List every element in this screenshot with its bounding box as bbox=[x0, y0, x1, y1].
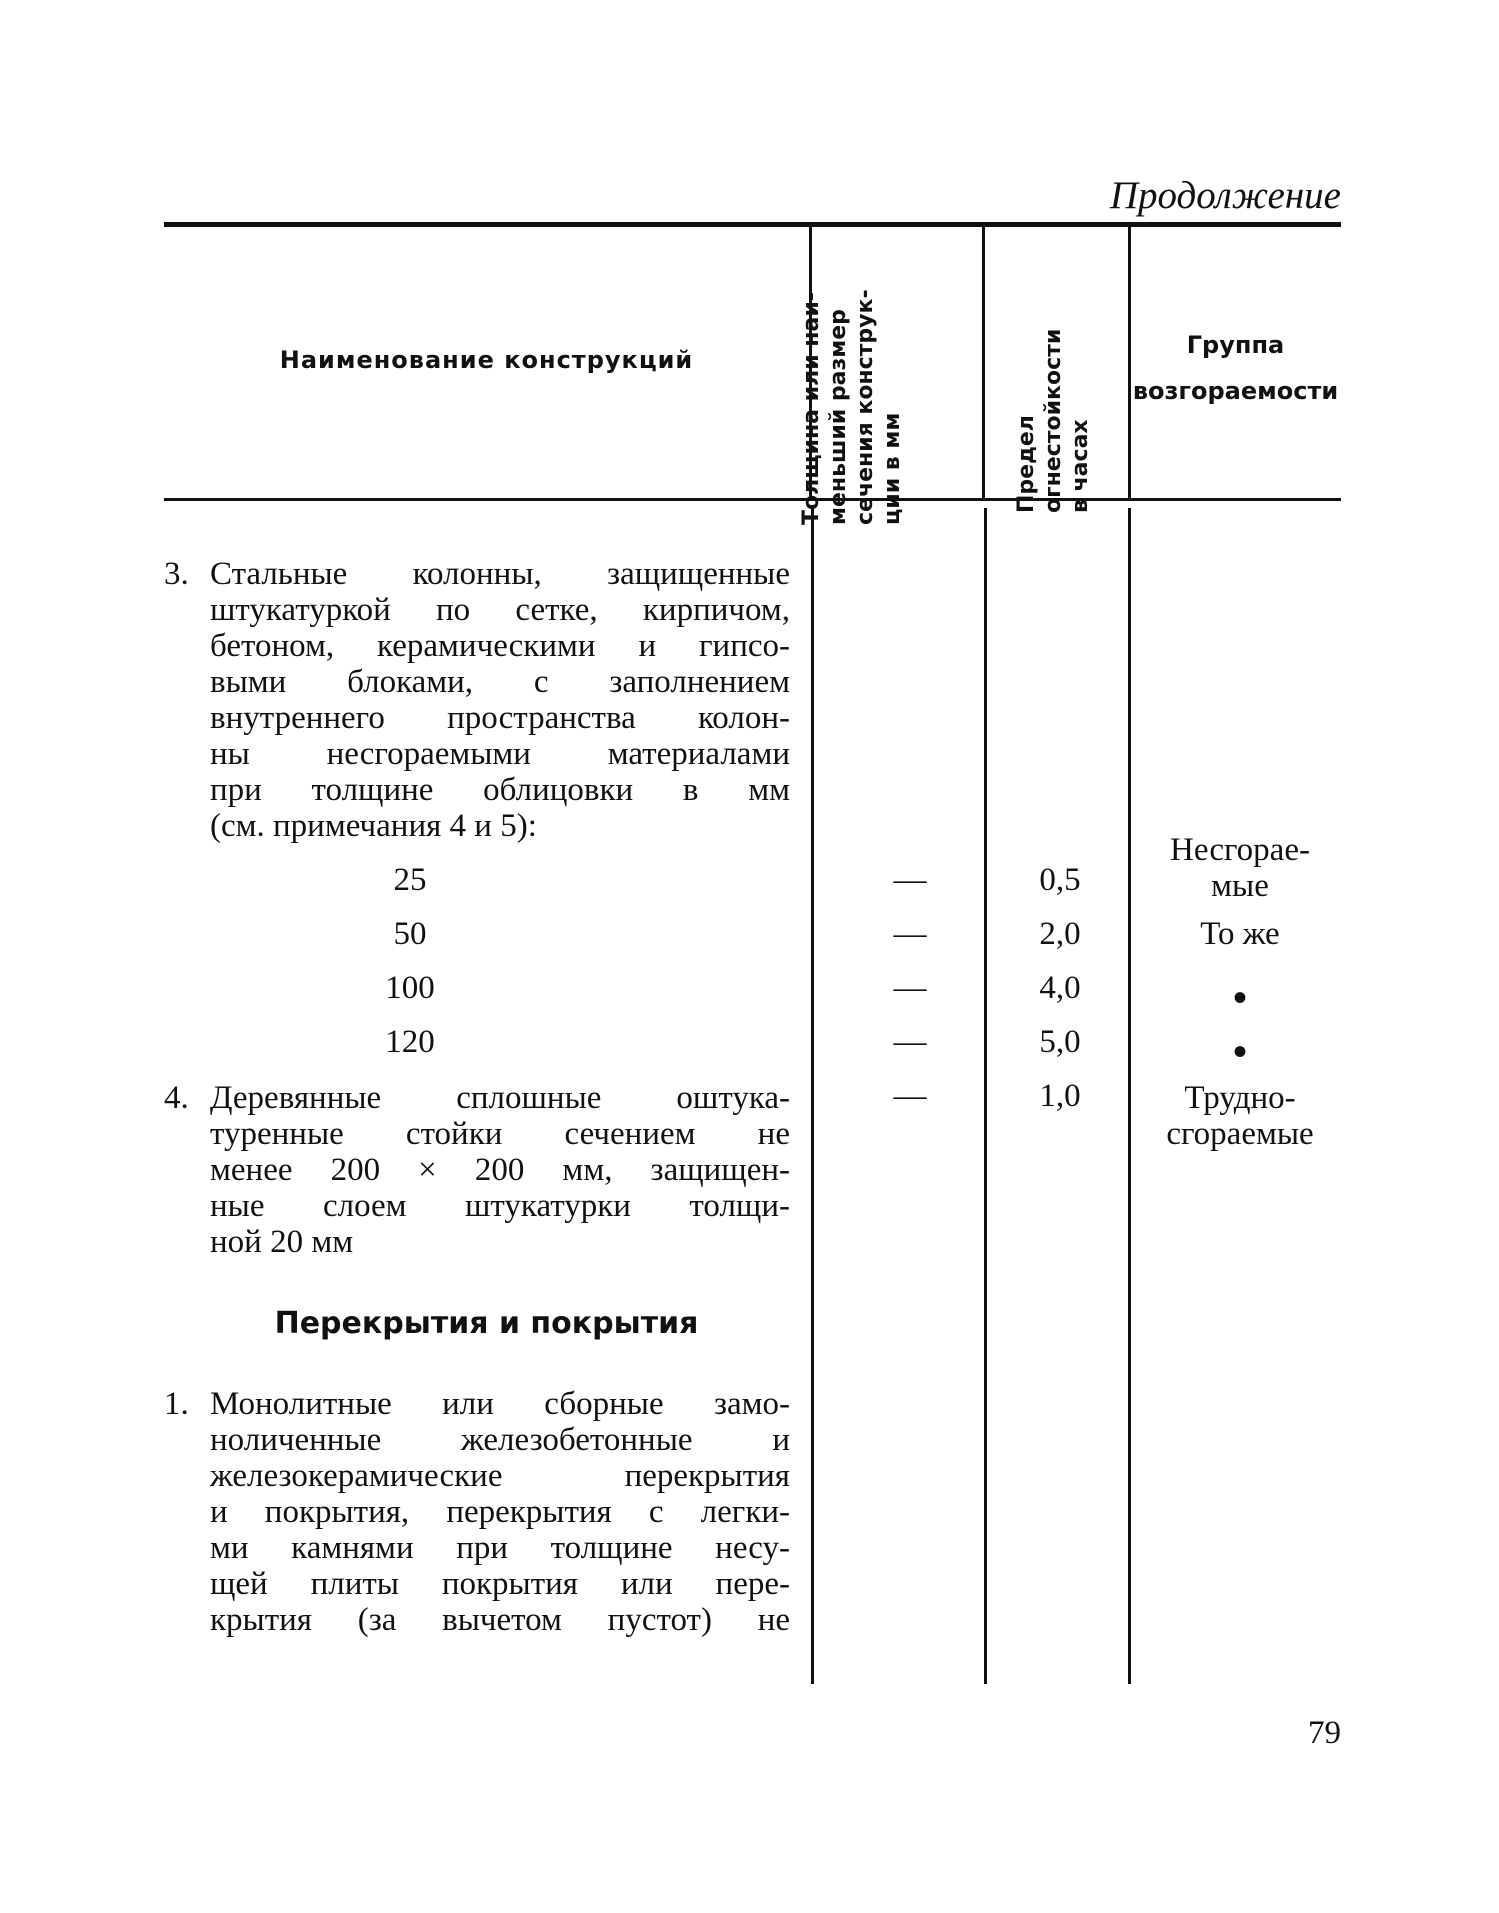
thickness-50: 50 bbox=[393, 916, 427, 952]
item-3-line-3: бетоном, керамическими и гипсо- bbox=[210, 628, 790, 664]
dash-item-4: — bbox=[893, 1078, 927, 1114]
dash-row-2: — bbox=[893, 916, 927, 952]
item-4-line-2: туренные стойки сечением не bbox=[210, 1116, 790, 1152]
item-3-line-6: ны несгораемыми материалами bbox=[210, 736, 790, 772]
item-3-line-5: внутреннего пространства колон- bbox=[210, 700, 790, 736]
thickness-25: 25 bbox=[393, 862, 427, 898]
table-header-rule bbox=[164, 498, 1341, 501]
item-3-line-8: (см. примечания 4 и 5): bbox=[210, 808, 537, 844]
item-3-line-1: Стальные колонны, защищенные bbox=[210, 556, 790, 592]
item-4-description bbox=[210, 1080, 790, 1260]
header-thickness-line-3: сечения конструк- bbox=[853, 289, 878, 525]
thickness-120: 120 bbox=[385, 1024, 435, 1060]
fire-limit-row-4: 5,0 bbox=[1039, 1024, 1081, 1060]
section-item-1-line-5: ми камнями при толщине несу- bbox=[210, 1530, 790, 1566]
group-row-1-line-2: мые bbox=[1211, 868, 1269, 904]
section-item-number-1: 1. bbox=[164, 1386, 189, 1422]
header-group-line-1: Группа bbox=[1186, 331, 1285, 359]
header-thickness-line-1: Толщина или наи- bbox=[799, 292, 824, 525]
item-4-line-3: менее 200 × 200 мм, защищен- bbox=[210, 1152, 790, 1188]
header-thickness-line-4: ции в мм bbox=[880, 412, 905, 525]
page-number: 79 bbox=[1308, 1715, 1341, 1751]
item-number-4: 4. bbox=[164, 1080, 189, 1116]
item-3-description bbox=[210, 556, 790, 844]
group-row-2: То же bbox=[1200, 916, 1280, 952]
column-divider-3 bbox=[1128, 508, 1131, 1684]
column-divider-1 bbox=[811, 508, 814, 1684]
header-thickness bbox=[798, 265, 906, 525]
fire-limit-row-3: 4,0 bbox=[1039, 970, 1081, 1006]
header-group-line-2: возгораемости bbox=[1132, 377, 1339, 405]
section-item-1-line-3: железокерамические перекрытия bbox=[210, 1458, 790, 1494]
section-item-1-line-4: и покрытия, перекрытия с легки- bbox=[210, 1494, 790, 1530]
section-item-1-line-6: щей плиты покрытия или пере- bbox=[210, 1566, 790, 1602]
header-fire-limit-line-2: огнестойкости bbox=[1041, 328, 1066, 513]
header-construction-name: Наименование конструкций bbox=[279, 346, 694, 374]
item-number-3: 3. bbox=[164, 556, 189, 592]
dash-row-1: — bbox=[893, 862, 927, 898]
group-row-1-line-1: Несгорае- bbox=[1170, 832, 1310, 868]
group-item-4-line-1: Трудно- bbox=[1184, 1080, 1296, 1116]
item-3-line-4: выми блоками, с заполнением bbox=[210, 664, 790, 700]
section-title: Перекрытия и покрытия bbox=[274, 1306, 699, 1341]
ditto-mark-row-3: • bbox=[1232, 975, 1247, 1020]
header-thickness-line-2: меньший размер bbox=[826, 309, 851, 525]
section-item-1-line-2: ноличенные железобетонные и bbox=[210, 1422, 790, 1458]
item-4-line-4: ные слоем штукатурки толщи- bbox=[210, 1188, 790, 1224]
item-4-line-5: ной 20 мм bbox=[210, 1224, 354, 1260]
item-3-line-2: штукатуркой по сетке, кирпичом, bbox=[210, 592, 790, 628]
header-fire-limit-line-3: в часах bbox=[1068, 419, 1093, 513]
thickness-100: 100 bbox=[385, 970, 435, 1006]
fire-limit-row-1: 0,5 bbox=[1039, 862, 1081, 898]
header-fire-limit bbox=[1013, 277, 1093, 513]
section-item-1-line-1: Монолитные или сборные замо- bbox=[210, 1386, 790, 1422]
ditto-mark-row-4: • bbox=[1232, 1029, 1247, 1074]
group-item-4-line-2: сгораемые bbox=[1166, 1116, 1314, 1152]
header-fire-limit-line-1: Предел bbox=[1014, 415, 1039, 513]
section-item-1-line-7: крытия (за вычетом пустот) не bbox=[210, 1602, 790, 1638]
dash-row-4: — bbox=[893, 1024, 927, 1060]
table-top-rule bbox=[164, 222, 1341, 227]
column-divider-2 bbox=[984, 508, 987, 1684]
section-item-1-description bbox=[210, 1386, 790, 1638]
item-4-line-1: Деревянные сплошные оштука- bbox=[210, 1080, 790, 1116]
item-3-line-7: при толщине облицовки в мм bbox=[210, 772, 790, 808]
fire-limit-item-4: 1,0 bbox=[1039, 1078, 1081, 1114]
continuation-label: Продолжение bbox=[1109, 174, 1341, 217]
column-divider-2-header bbox=[982, 226, 985, 498]
dash-row-3: — bbox=[893, 970, 927, 1006]
fire-limit-row-2: 2,0 bbox=[1039, 916, 1081, 952]
